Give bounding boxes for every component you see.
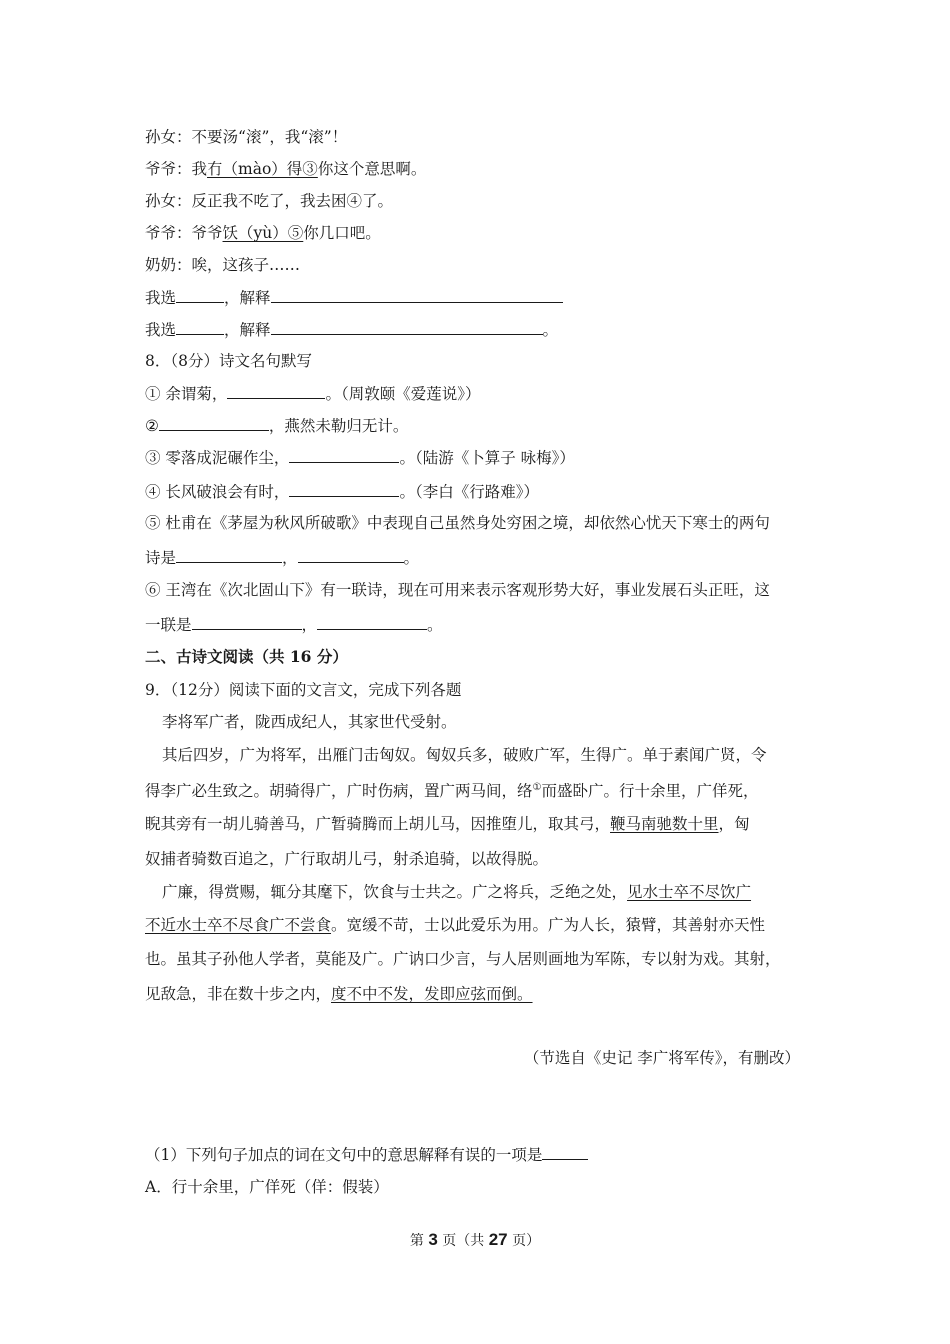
section-heading: 二、古诗文阅读（共 16 分） (145, 647, 348, 666)
passage-line: 李将军广者，陇西成纪人，其家世代受射。 (162, 713, 457, 731)
explain-blank[interactable] (271, 287, 563, 303)
q8-item-2: ② ，燕然未勒归无计。 (145, 417, 409, 435)
explain-blank[interactable] (271, 319, 543, 335)
q8-item-6: ⑥ 王湾在《次北固山下》有一联诗，现在可用来表示客观形势大好，事业发展石头正旺，这 (145, 581, 770, 599)
option-a: A．行十余里，广佯死（佯：假装） (145, 1178, 389, 1196)
fill-blank[interactable] (192, 614, 302, 630)
choice-blank[interactable] (176, 319, 224, 335)
passage-line: 其后四岁，广为将军，出雁门击匈奴。匈奴兵多，破败广军，生得广。单于素闻广贤，令 (162, 746, 767, 764)
answer-blank[interactable] (542, 1144, 588, 1160)
passage-line: 广廉，得赏赐，辄分其麾下，饮食与士共之。广之将兵，乏绝之处，见水士卒不尽饮广 (162, 883, 752, 901)
q8-item-4: ④ 长风破浪会有时， 。（李白《行路难》） (145, 483, 539, 501)
fill-blank[interactable] (317, 614, 427, 630)
passage-line: 得李广必生致之。胡骑得广，广时伤病，置广两马间，络①而盛卧广。行十余里，广佯死， (145, 782, 759, 801)
dialogue-line-2: 爷爷：我冇（mào）得③你这个意思啊。 (145, 160, 427, 178)
answer-line-1: 我选 ，解释 (145, 287, 563, 308)
fill-blank[interactable] (289, 481, 399, 497)
dialogue-line-3: 孙女：反正我不吃了，我去困④了。 (145, 192, 394, 210)
fill-blank[interactable] (298, 547, 404, 563)
passage-line: 睨其旁有一胡儿骑善马，广暂骑腾而上胡儿马，因推堕儿，取其弓，鞭马南驰数十里，匈 (145, 815, 750, 833)
fill-blank[interactable] (176, 547, 282, 563)
q9-title: 9．（12分）阅读下面的文言文，完成下列各题 (145, 681, 462, 699)
q8-item-3: ③ 零落成泥碾作尘， 。（陆游《卜算子 咏梅》） (145, 449, 575, 467)
source-citation: （节选自《史记 李广将军传》，有删改） (523, 1049, 800, 1067)
dialogue-line-1: 孙女：不要汤“滚”，我“滚”！ (145, 128, 348, 146)
answer-line-2: 我选 ，解释 。 (145, 321, 559, 339)
fill-blank[interactable] (289, 447, 399, 463)
passage-line: 见敌急，非在数十步之内，度不中不发，发即应弦而倒。 (145, 985, 533, 1003)
page-footer: 第 3 页（共 27 页） (409, 1230, 541, 1249)
q8-item-5-answer: 诗是 ， 。 (145, 549, 420, 567)
passage-line: 奴捕者骑数百追之，广行取胡儿弓，射杀追骑，以故得脱。 (145, 850, 549, 868)
dialogue-line-4: 爷爷：爷爷饫（yù）⑤你几口吧。 (145, 224, 381, 242)
subquestion-1: （1）下列句子加点的词在文句中的意思解释有误的一项是 (145, 1144, 588, 1165)
fill-blank[interactable] (159, 415, 269, 431)
fill-blank[interactable] (227, 383, 325, 399)
q8-item-6-answer: 一联是 ， 。 (145, 616, 443, 634)
q8-title: 8．（8分）诗文名句默写 (145, 352, 312, 370)
q8-item-1: ① 余谓菊， 。（周敦颐《爱莲说》） (145, 385, 481, 403)
choice-blank[interactable] (176, 287, 224, 303)
q8-item-5: ⑤ 杜甫在《茅屋为秋风所破歌》中表现自己虽然身处穷困之境，却依然心忧天下寒士的两句 (145, 514, 770, 532)
passage-line: 也。虽其子孙他人学者，莫能及广。广讷口少言，与人居则画地为军陈，专以射为戏。其射， (145, 950, 781, 968)
dialogue-line-5: 奶奶：唉，这孩子…… (145, 256, 301, 274)
passage-line: 不近水士卒不尽食广不尝食。宽缓不苛，士以此爱乐为用。广为人长，猿臂，其善射亦天性 (145, 916, 766, 934)
